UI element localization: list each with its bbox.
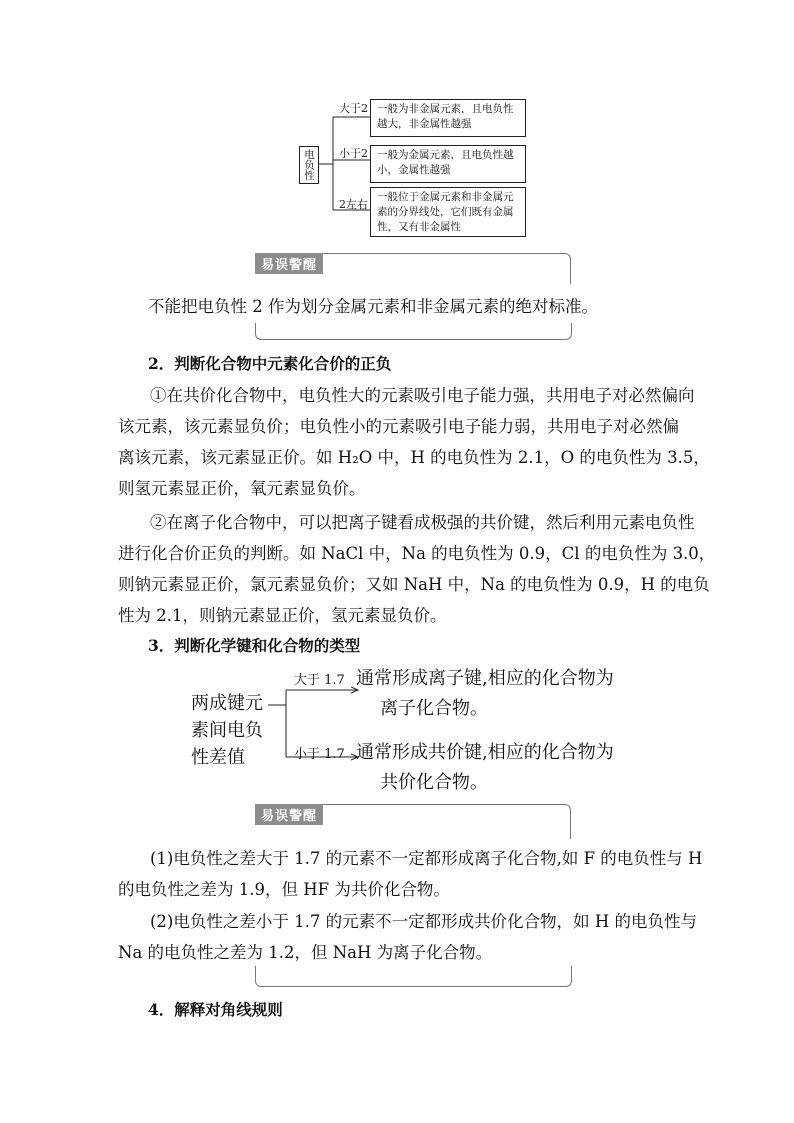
- paragraph-line: 离该元素，该元素显正价。如 H₂O 中，H 的电负性为 2.1，O 的电负性为 3.5，: [118, 448, 710, 467]
- root-node: [299, 146, 319, 184]
- root-label-line: 性差值: [191, 747, 245, 768]
- root-node-label: 电负性: [303, 149, 315, 181]
- branch-box-around2: [370, 187, 526, 237]
- paragraph-line: 则氢元素显正价，氧元素显负价。: [118, 479, 366, 498]
- warning-item-line: Na 的电负性之差为 1.2，但 NaH 为离子化合物。: [118, 943, 493, 962]
- branch-text-line: 离子化合物。: [380, 698, 488, 719]
- paragraph-line: ②在离子化合物中，可以把离子键看成极强的共价键，然后利用元素电负性: [150, 513, 695, 532]
- warning-badge: 易误警醒: [255, 804, 323, 825]
- paragraph-line: 该元素，该元素显负价；电负性小的元素吸引电子能力弱，共用电子对必然偏: [118, 417, 679, 436]
- branch-text-gt2: 一般为非金属元素，且电负性越大，非金属性越强: [377, 103, 514, 130]
- branch-box-lt2: [370, 145, 526, 183]
- branch-label-lt2: 小于2: [339, 147, 368, 160]
- branch-label-lt1-7: 小于 1.7: [294, 747, 345, 762]
- branch-text-line: 通常形成离子键,相应的化合物为: [356, 668, 614, 689]
- branch-label-around2: 2左右: [339, 198, 368, 211]
- paragraph-line: 进行化合价正负的判断。如 NaCl 中，Na 的电负性为 0.9，Cl 的电负性为 3.0，: [118, 544, 716, 563]
- paragraph-line: ①在共价化合物中，电负性大的元素吸引电子能力强，共用电子对必然偏向: [150, 386, 695, 405]
- section-heading: 3．判断化学键和化合物的类型: [148, 636, 361, 655]
- warning-bottom-frame: [255, 966, 572, 987]
- warning-item-line: 的电负性之差为 1.9，但 HF 为共价化合物。: [118, 880, 450, 899]
- warning-item-line: (2)电负性之差小于 1.7 的元素不一定都形成共价化合物，如 H 的电负性与: [150, 912, 697, 931]
- branch-text-line: 通常形成共价键,相应的化合物为: [356, 742, 614, 763]
- branch-text-around2: 一般位于金属元素和非金属元素的分界线处，它们既有金属性，又有非金属性: [377, 191, 514, 233]
- branch-box-gt2: [370, 99, 526, 137]
- warning-badge: 易误警醒: [255, 253, 323, 274]
- root-label-line: 两成键元: [191, 693, 263, 714]
- root-label-line: 素间电负: [191, 720, 263, 741]
- branch-text-lt2: 一般为金属元素，且电负性越小，金属性越强: [377, 149, 514, 176]
- section-heading: 2．判断化合物中元素化合价的正负: [148, 354, 392, 373]
- branch-label-gt1-7: 大于 1.7: [294, 673, 345, 688]
- warning-text: 不能把电负性 2 作为划分金属元素和非金属元素的绝对标准。: [148, 297, 598, 316]
- warning-item-line: (1)电负性之差大于 1.7 的元素不一定都形成离子化合物,如 F 的电负性与 H: [150, 849, 703, 868]
- branch-label-gt2: 大于2: [339, 102, 368, 115]
- paragraph-line: 则钠元素显正价，氯元素显负价；又如 NaH 中，Na 的电负性为 0.9，H 的电负: [118, 575, 710, 594]
- section-heading: 4．解释对角线规则: [148, 1000, 283, 1019]
- warning-bottom-frame: [255, 323, 572, 340]
- branch-text-line: 共价化合物。: [380, 772, 488, 793]
- paragraph-line: 性为 2.1，则钠元素显正价，氢元素显负价。: [118, 606, 447, 625]
